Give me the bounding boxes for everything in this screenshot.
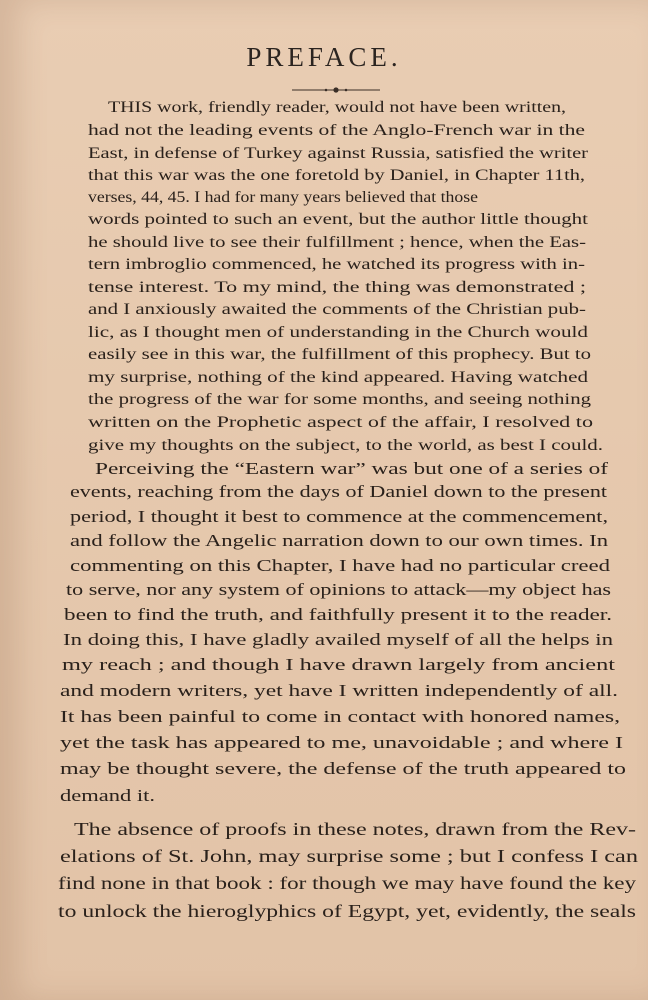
text-line: that this war was the one foretold by Daniel, in Chapter 11th, [88, 167, 586, 184]
text-line: been to find the truth, and faithfully present it to the reader. [64, 605, 612, 624]
text-line: and I anxiously awaited the comments of the Christian pub- [88, 301, 586, 318]
text-line: Perceiving the “Eastern war” was but one of a series of [95, 459, 609, 478]
text-line: verses, 44, 45. I had for many years believed that those [88, 189, 478, 206]
text-line: tern imbroglio commenced, he watched its progress with in- [88, 256, 585, 273]
text-line: demand it. [60, 786, 155, 805]
text-line: to unlock the hieroglyphics of Egypt, yet, evidently, the seals [58, 901, 637, 921]
text-line: my reach ; and though I have drawn largely from ancient [62, 655, 616, 674]
text-line: tense interest. To my mind, the thing was demonstrated ; [88, 279, 586, 296]
text-line: East, in defense of Turkey against Russia, satisfied the writer [88, 145, 589, 162]
text-line: my surprise, nothing of the kind appeared. Having watched [88, 369, 588, 386]
text-line: and modern writers, yet have I written independently of all. [60, 681, 619, 700]
text-line: period, I thought it best to commence at the commencement, [70, 507, 609, 526]
text-line: he should live to see their fulfillment ; hence, when the Eas- [88, 234, 587, 251]
text-line: In doing this, I have gladly availed myself of all the helps in [63, 630, 613, 649]
text-line: the progress of the war for some months, and seeing nothing [88, 391, 592, 408]
text-line: commenting on this Chapter, I have had no particular creed [70, 556, 611, 575]
text-line: and follow the Angelic narration down to our own times. In [70, 531, 609, 550]
text-line: lic, as I thought men of understanding in the Church would [88, 324, 588, 341]
text-line: had not the leading events of the Anglo-French war in the [88, 122, 586, 139]
text-line: The absence of proofs in these notes, drawn from the Rev- [74, 819, 636, 839]
text-line: give my thoughts on the subject, to the world, as best I could. [88, 437, 604, 454]
text-line: written on the Prophetic aspect of the affair, I resolved to [88, 414, 594, 431]
text-line: to serve, nor any system of opinions to attack—my object has [66, 580, 612, 599]
ornamental-rule [290, 86, 382, 94]
text-line: It has been painful to come in contact with honored names, [60, 707, 621, 726]
text-line: events, reaching from the days of Daniel down to the present [70, 482, 607, 501]
text-line: elations of St. John, may surprise some ; but I confess I can [60, 846, 639, 866]
text-line: yet the task has appeared to me, unavoidable ; and where I [60, 733, 623, 752]
text-line: THIS work, friendly reader, would not have been written, [108, 99, 567, 116]
text-line: words pointed to such an event, but the author little thought [88, 211, 588, 228]
text-line: easily see in this war, the fulfillment of this prophecy. But to [88, 346, 591, 363]
text-line: find none in that book : for though we may have found the key [58, 873, 636, 893]
text-line: may be thought severe, the defense of the truth appeared to [60, 759, 626, 778]
page-title: PREFACE. [246, 42, 402, 72]
